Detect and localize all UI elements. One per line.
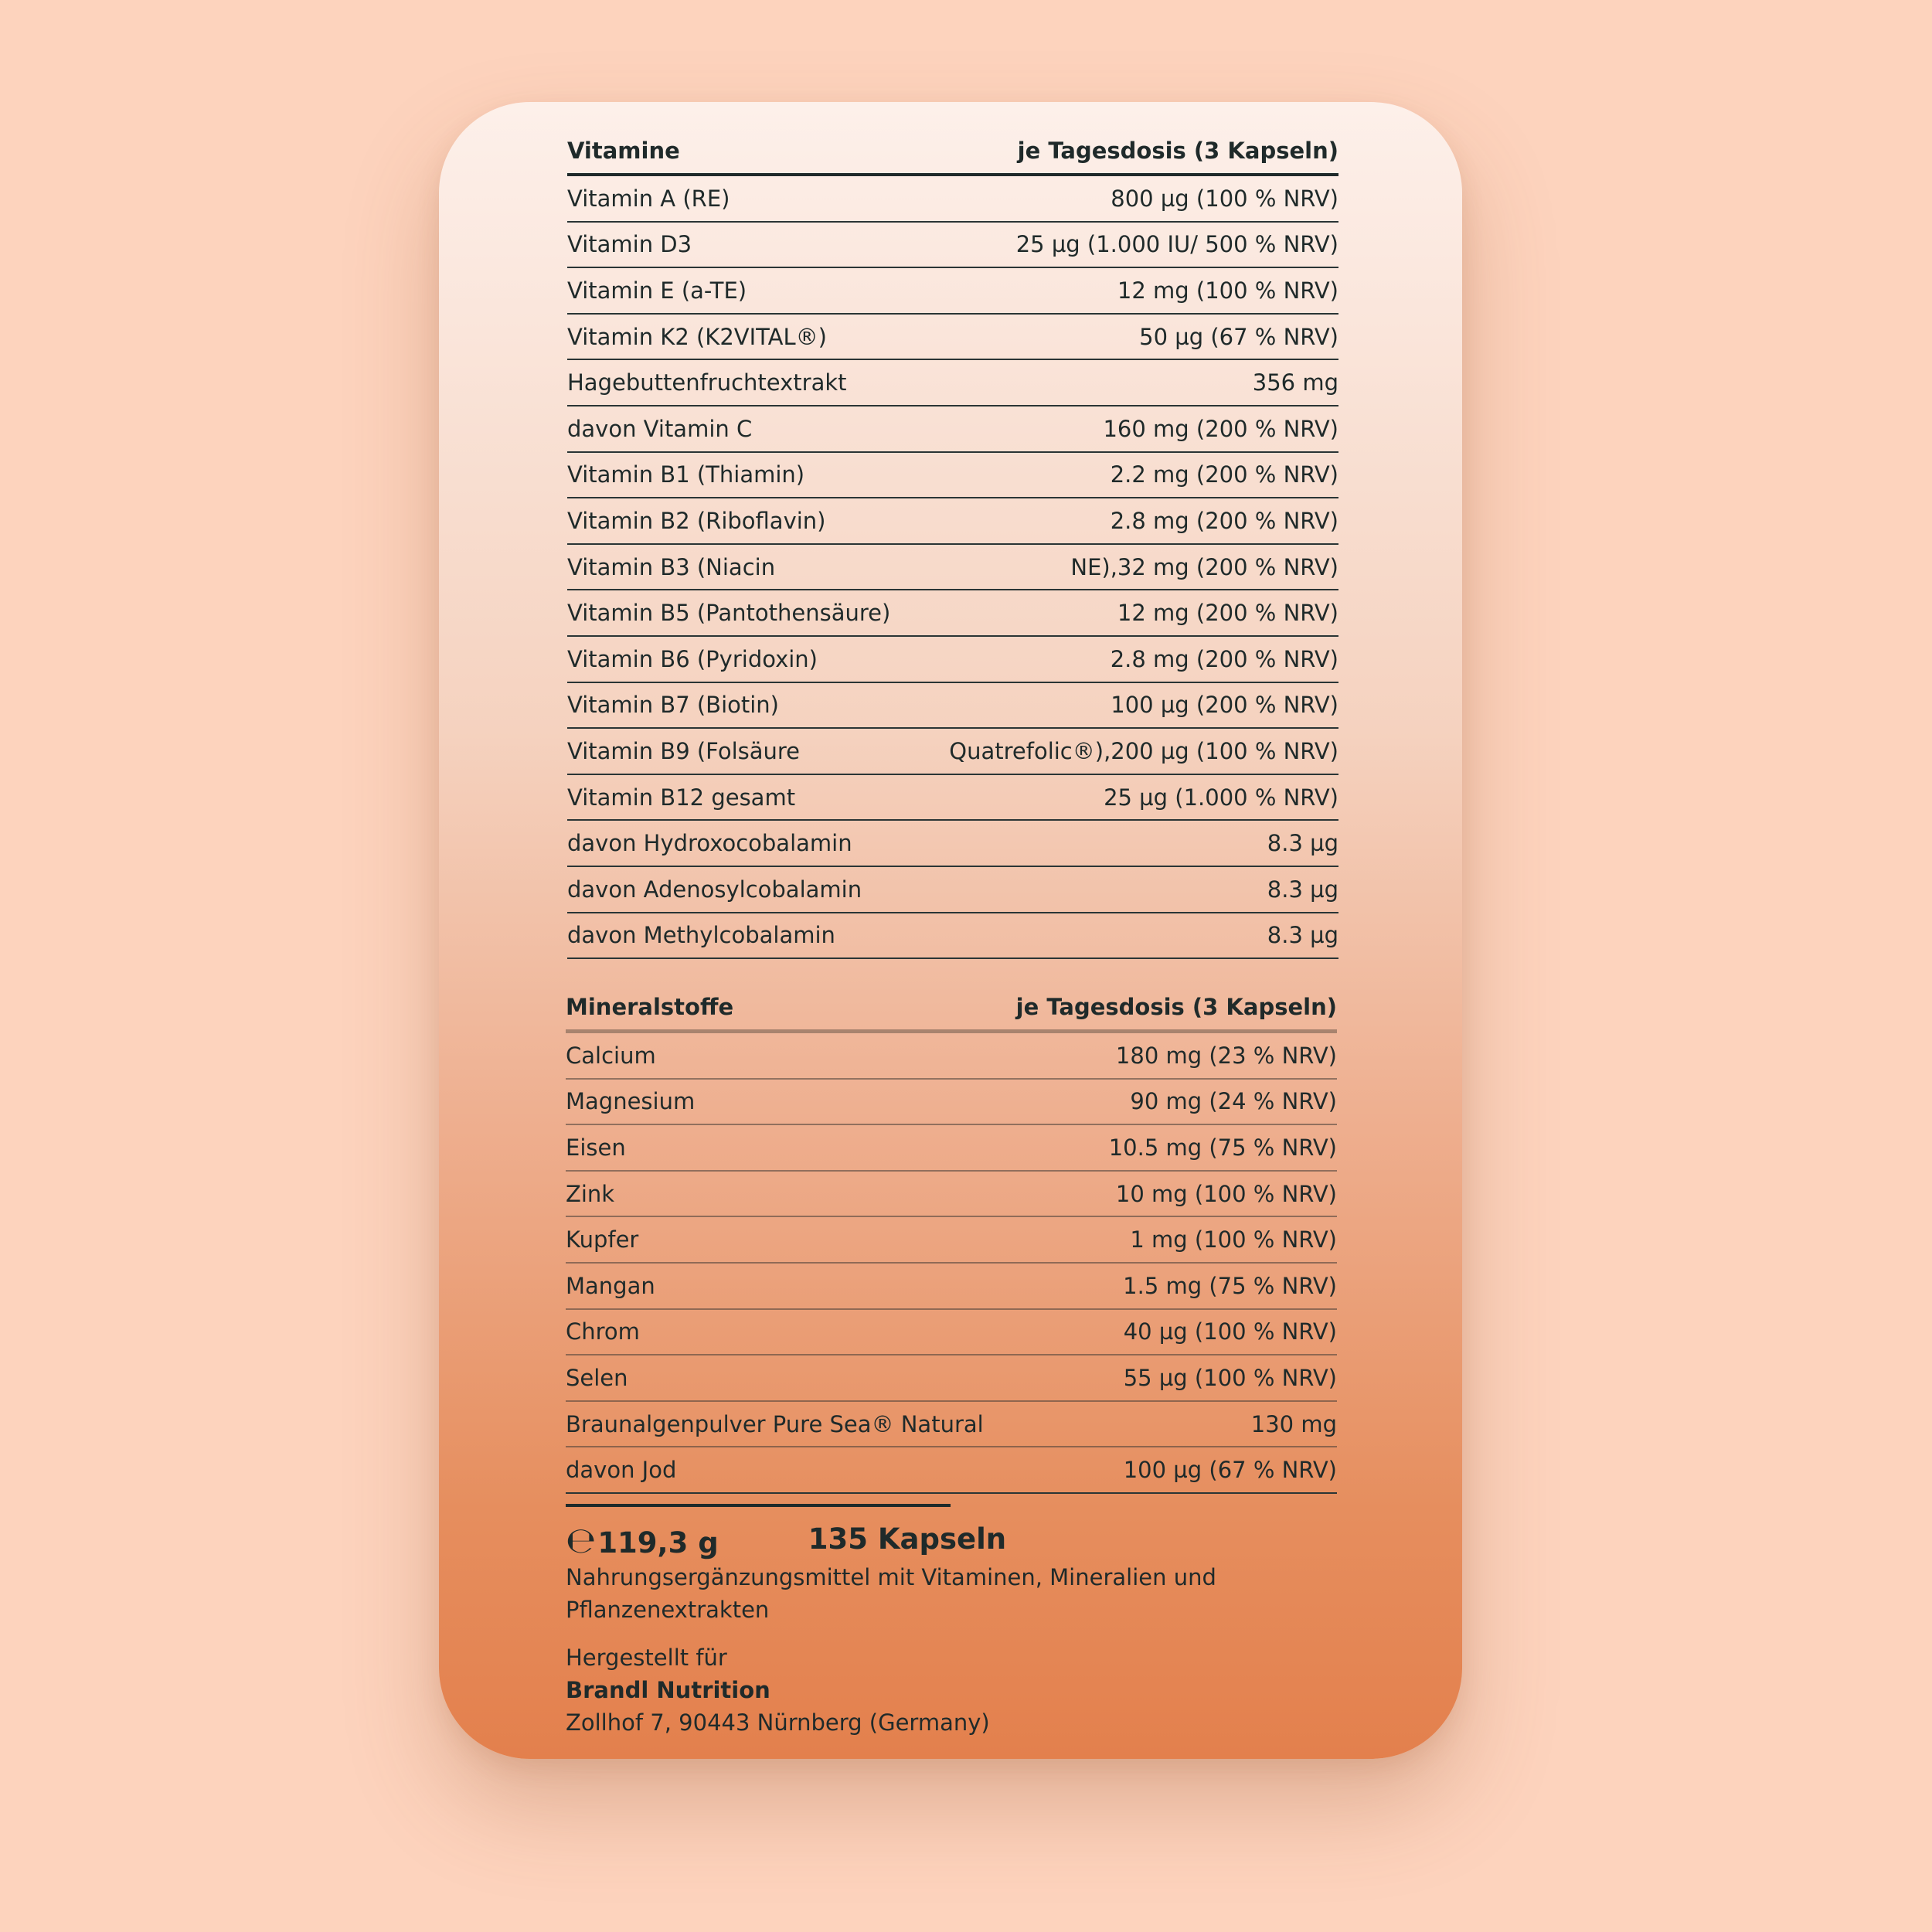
nutrient-value: 130 mg [1250,1410,1337,1437]
table-row [567,775,1338,821]
table-row [567,821,1338,867]
nutrient-name: Vitamin B6 (Pyridoxin) [567,645,818,672]
nutrient-value: 800 µg (100 % NRV) [1111,185,1338,212]
table-row [567,268,1338,315]
nutrient-value: 25 µg (1.000 IU/ 500 % NRV) [1015,231,1338,258]
nutrient-name: davon Methylcobalamin [567,922,835,949]
nutrient-value: 2.8 mg (200 % NRV) [1110,645,1338,672]
nutrient-name: Zink [566,1180,615,1207]
table-row [567,406,1338,453]
nutrient-value: 1 mg (100 % NRV) [1130,1226,1337,1253]
nutrient-name: Vitamin B12 gesamt [567,784,796,811]
nutrient-value: 8.3 µg [1267,830,1338,857]
table-row [567,176,1338,223]
nutrient-name: Chrom [566,1318,640,1345]
table-row [567,223,1338,269]
nutrient-name: Vitamin E (a-TE) [567,277,747,304]
nutrient-value: 100 µg (200 % NRV) [1111,692,1338,719]
nutrient-name: Selen [566,1364,628,1391]
table-row [567,498,1338,545]
nutrient-value: 50 µg (67 % NRV) [1139,323,1338,350]
nutrient-name: Vitamin B1 (Thiamin) [567,461,805,488]
vitamins-table-header [567,128,1338,176]
nutrient-value: 40 µg (100 % NRV) [1123,1318,1337,1345]
table-row [566,1080,1337,1126]
vitamins-header-dose: je Tagesdosis (3 Kapseln) [1017,138,1338,164]
nutrient-value: 180 mg (23 % NRV) [1115,1042,1337,1069]
nutrient-name: Calcium [566,1042,656,1069]
table-row [567,729,1338,775]
nutrient-value: 10 mg (100 % NRV) [1115,1180,1337,1207]
nutrient-name: Vitamin B3 (Niacin [567,553,776,580]
manufacturer-intro: Hergestellt für [566,1645,727,1671]
minerals-header-label: Mineralstoffe [566,994,734,1020]
nutrient-name: Vitamin B5 (Pantothensäure) [567,600,891,627]
nutrition-facts-card [439,102,1462,1759]
nutrient-value: 25 µg (1.000 % NRV) [1104,784,1338,811]
nutrient-name: Vitamin A (RE) [567,185,730,212]
nutrient-name: davon Hydroxocobalamin [567,830,852,857]
nutrient-name: Magnesium [566,1088,696,1115]
table-row [566,1172,1337,1218]
nutrient-name: Vitamin B2 (Riboflavin) [567,507,826,534]
table-row [567,683,1338,730]
nutrient-name: Hagebuttenfruchtextrakt [567,369,847,396]
capsule-count: 135 Kapseln [808,1522,1007,1556]
table-row [566,1125,1337,1172]
table-row [566,1217,1337,1264]
table-row [567,637,1338,683]
minerals-table [566,985,1337,1494]
table-row [567,453,1338,499]
nutrient-value: 2.2 mg (200 % NRV) [1110,461,1338,488]
estimated-sign-icon: ℮ [566,1519,597,1561]
nutrient-value: 12 mg (200 % NRV) [1117,600,1338,627]
nutrient-value: 1.5 mg (75 % NRV) [1123,1272,1337,1299]
table-row [567,590,1338,637]
nutrient-name: davon Adenosylcobalamin [567,876,862,903]
table-row [567,360,1338,406]
nutrient-value: 90 mg (24 % NRV) [1130,1088,1337,1115]
table-row [567,913,1338,960]
nutrient-value: 160 mg (200 % NRV) [1103,415,1338,442]
nutrient-value: 2.8 mg (200 % NRV) [1110,507,1338,534]
table-row [567,315,1338,361]
minerals-table-header [566,985,1337,1033]
table-row [567,545,1338,591]
net-weight [566,1519,719,1561]
product-description: Nahrungsergänzungsmittel mit Vitaminen, Mineralien und Pflanzenextrakten [566,1564,1216,1623]
vitamins-table [567,128,1338,959]
minerals-header-dose: je Tagesdosis (3 Kapseln) [1015,994,1337,1020]
table-row [566,1355,1337,1402]
manufacturer-info [566,1641,990,1739]
nutrient-name: Vitamin B7 (Biotin) [567,692,779,719]
table-row [566,1264,1337,1310]
nutrient-name: davon Jod [566,1457,677,1484]
nutrient-value: 10.5 mg (75 % NRV) [1108,1134,1337,1161]
footer-divider [566,1504,951,1507]
brand-name: Brandl Nutrition [566,1677,770,1703]
package-info [566,1519,1007,1561]
vitamins-header-label: Vitamine [567,138,680,164]
nutrient-value: 8.3 µg [1267,876,1338,903]
net-weight-value: 119,3 g [597,1526,719,1560]
table-row [566,1033,1337,1080]
nutrient-name: Vitamin D3 [567,231,692,258]
nutrient-value: 100 µg (67 % NRV) [1123,1457,1337,1484]
nutrient-value: 12 mg (100 % NRV) [1117,277,1338,304]
nutrient-name: Kupfer [566,1226,639,1253]
nutrient-name: Eisen [566,1134,626,1161]
nutrient-name: Vitamin B9 (Folsäure [567,737,801,764]
nutrient-name: davon Vitamin C [567,415,753,442]
nutrient-value: 356 mg [1252,369,1338,396]
table-row [566,1447,1337,1494]
manufacturer-address: Zollhof 7, 90443 Nürnberg (Germany) [566,1709,990,1736]
table-row [566,1402,1337,1448]
nutrient-value: 55 µg (100 % NRV) [1123,1364,1337,1391]
nutrient-name: Vitamin K2 (K2VITAL®) [567,323,827,350]
nutrient-value: NE),32 mg (200 % NRV) [1070,553,1338,580]
table-row [567,867,1338,913]
nutrient-name: Mangan [566,1272,655,1299]
nutrient-value: 8.3 µg [1267,922,1338,949]
nutrient-value: Quatrefolic®),200 µg (100 % NRV) [949,737,1338,764]
nutrient-name: Braunalgenpulver Pure Sea® Natural [566,1410,984,1437]
table-row [566,1310,1337,1356]
